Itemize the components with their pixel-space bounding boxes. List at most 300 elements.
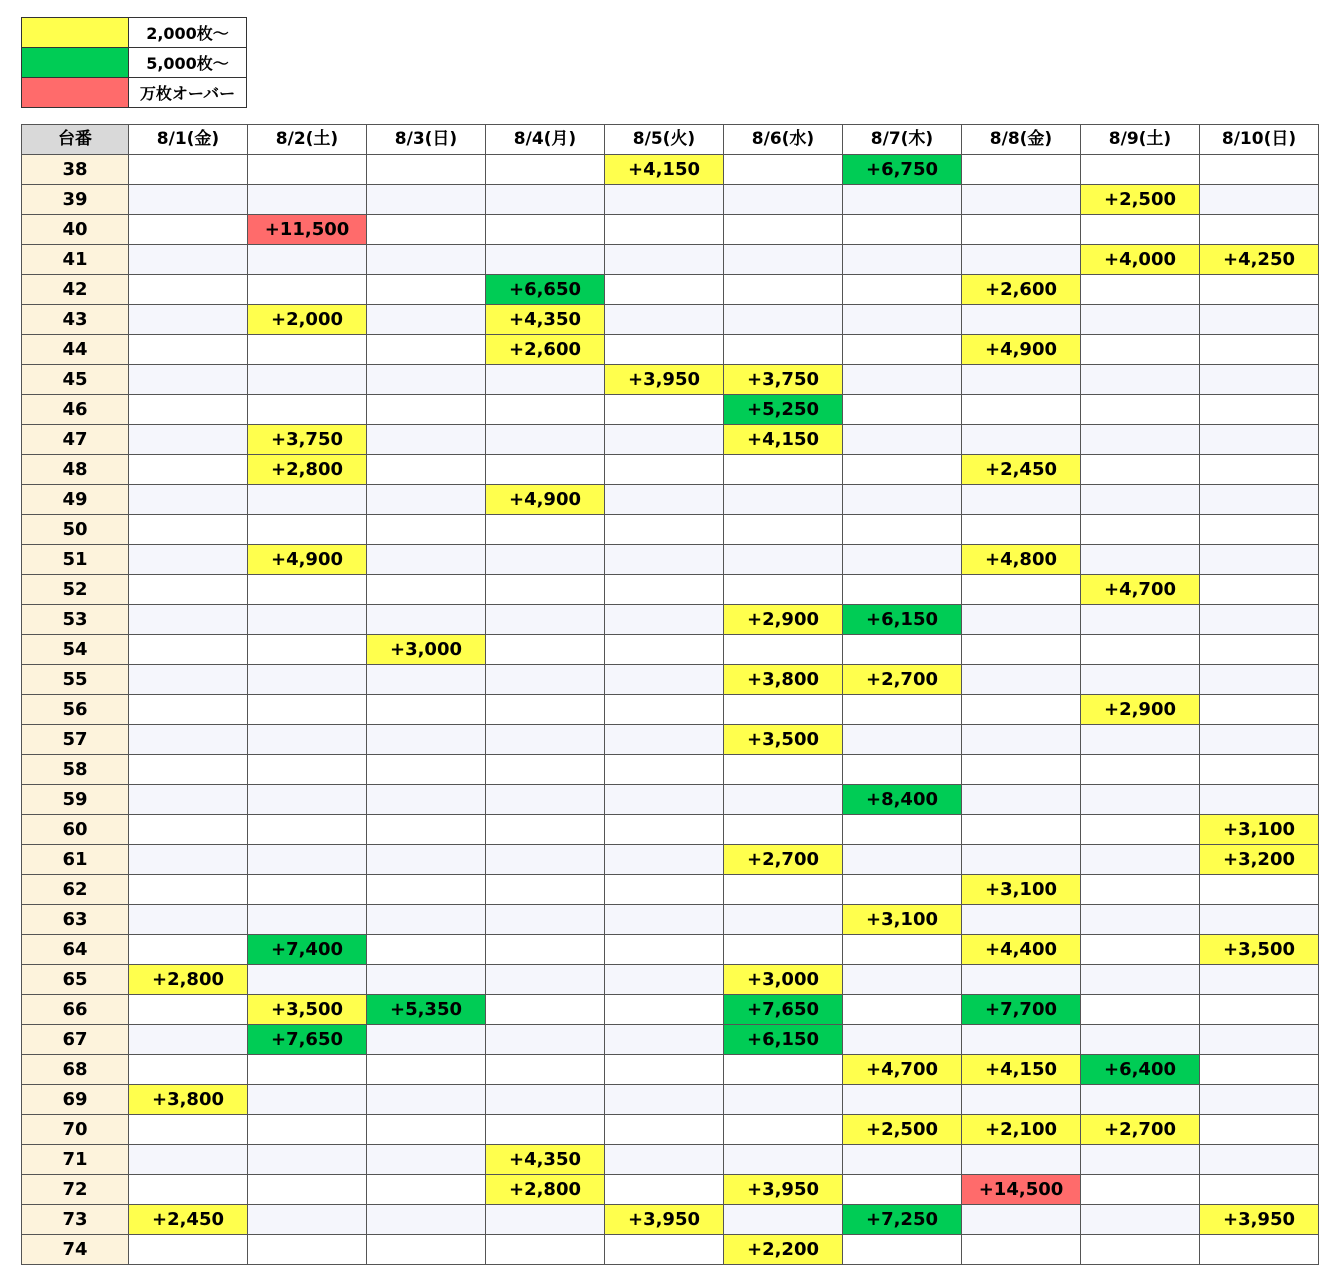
payout-cell	[843, 1085, 962, 1115]
payout-cell	[486, 575, 605, 605]
machine-number: 58	[22, 755, 129, 785]
table-row	[22, 695, 1319, 725]
payout-cell	[605, 815, 724, 845]
date-header: 8/3(日)	[367, 125, 486, 155]
payout-cell: +2,600	[962, 275, 1081, 305]
table-row	[22, 725, 1319, 755]
payout-cell: +4,150	[605, 155, 724, 185]
payout-cell	[843, 755, 962, 785]
payout-cell	[962, 575, 1081, 605]
payout-cell	[1200, 575, 1319, 605]
payout-cell	[1081, 965, 1200, 995]
payout-cell	[1200, 515, 1319, 545]
payout-cell	[843, 575, 962, 605]
payout-cell	[129, 575, 248, 605]
payout-cell	[129, 515, 248, 545]
payout-cell	[605, 875, 724, 905]
payout-cell: +2,900	[1081, 695, 1200, 725]
machine-number: 55	[22, 665, 129, 695]
payout-cell	[486, 1235, 605, 1265]
payout-cell	[843, 455, 962, 485]
table-row	[22, 1205, 1319, 1235]
payout-cell	[843, 995, 962, 1025]
payout-cell	[843, 185, 962, 215]
payout-cell	[843, 1175, 962, 1205]
payout-cell: +11,500	[248, 215, 367, 245]
payout-cell	[486, 785, 605, 815]
table-row	[22, 1235, 1319, 1265]
payout-cell	[129, 665, 248, 695]
payout-cell: +8,400	[843, 785, 962, 815]
payout-cell	[1081, 815, 1200, 845]
payout-cell	[962, 245, 1081, 275]
payout-cell	[724, 575, 843, 605]
table-row	[22, 1175, 1319, 1205]
payout-cell	[486, 155, 605, 185]
payout-cell	[724, 155, 843, 185]
table-row	[22, 635, 1319, 665]
machine-number: 42	[22, 275, 129, 305]
payout-cell: +3,500	[248, 995, 367, 1025]
legend-row	[22, 78, 247, 108]
payout-cell: +2,700	[1081, 1115, 1200, 1145]
payout-cell	[605, 425, 724, 455]
payout-cell	[248, 155, 367, 185]
machine-number: 43	[22, 305, 129, 335]
payout-cell	[1200, 635, 1319, 665]
table-row	[22, 605, 1319, 635]
payout-cell	[248, 245, 367, 275]
payout-cell	[962, 1145, 1081, 1175]
payout-cell: +2,200	[724, 1235, 843, 1265]
payout-cell	[367, 335, 486, 365]
payout-cell	[129, 755, 248, 785]
payout-cell	[843, 695, 962, 725]
payout-cell: +4,700	[1081, 575, 1200, 605]
table-row	[22, 365, 1319, 395]
payout-cell: +2,700	[724, 845, 843, 875]
table-row	[22, 965, 1319, 995]
payout-cell	[1081, 455, 1200, 485]
machine-number: 56	[22, 695, 129, 725]
payout-cell: +3,950	[724, 1175, 843, 1205]
payout-cell	[486, 365, 605, 395]
payout-cell	[1081, 755, 1200, 785]
payout-cell	[367, 665, 486, 695]
payout-cell	[605, 245, 724, 275]
machine-number: 64	[22, 935, 129, 965]
payout-cell	[605, 575, 724, 605]
table-row	[22, 755, 1319, 785]
payout-cell	[1081, 305, 1200, 335]
table-row	[22, 215, 1319, 245]
date-header: 8/4(月)	[486, 125, 605, 155]
payout-cell: +2,800	[486, 1175, 605, 1205]
payout-cell	[367, 605, 486, 635]
machine-number-header: 台番	[22, 125, 129, 155]
payout-cell	[129, 875, 248, 905]
payout-cell: +2,100	[962, 1115, 1081, 1145]
payout-cell	[367, 515, 486, 545]
payout-cell	[129, 1055, 248, 1085]
payout-cell	[1200, 785, 1319, 815]
table-row	[22, 845, 1319, 875]
payout-cell	[367, 725, 486, 755]
payout-cell	[248, 665, 367, 695]
payout-cell	[605, 515, 724, 545]
table-row	[22, 995, 1319, 1025]
payout-cell	[248, 1115, 367, 1145]
payout-cell	[962, 815, 1081, 845]
payout-cell	[962, 845, 1081, 875]
payout-cell: +4,900	[248, 545, 367, 575]
payout-cell	[605, 845, 724, 875]
payout-cell	[1081, 905, 1200, 935]
payout-cell	[367, 1205, 486, 1235]
payout-cell	[843, 395, 962, 425]
payout-cell	[486, 995, 605, 1025]
legend	[21, 17, 247, 108]
payout-cell	[843, 1235, 962, 1265]
payout-cell	[843, 275, 962, 305]
payout-cell	[367, 755, 486, 785]
table-row	[22, 815, 1319, 845]
payout-cell	[367, 1235, 486, 1265]
payout-cell	[129, 1235, 248, 1265]
payout-cell	[1200, 395, 1319, 425]
payout-cell	[129, 815, 248, 845]
payout-cell	[605, 725, 724, 755]
table-row	[22, 185, 1319, 215]
payout-cell	[724, 935, 843, 965]
payout-cell	[129, 995, 248, 1025]
date-header: 8/9(土)	[1081, 125, 1200, 155]
payout-cell	[843, 845, 962, 875]
payout-cell	[367, 1025, 486, 1055]
payout-cell	[248, 485, 367, 515]
payout-cell	[248, 605, 367, 635]
payout-cell	[486, 1115, 605, 1145]
payout-cell	[1200, 755, 1319, 785]
payout-cell	[605, 395, 724, 425]
payout-cell	[1200, 185, 1319, 215]
table-row	[22, 665, 1319, 695]
payout-cell	[843, 515, 962, 545]
payout-cell	[248, 755, 367, 785]
payout-cell	[1200, 335, 1319, 365]
date-header: 8/2(土)	[248, 125, 367, 155]
payout-cell	[1081, 605, 1200, 635]
payout-cell	[367, 455, 486, 485]
payout-cell	[248, 395, 367, 425]
machine-number: 51	[22, 545, 129, 575]
machine-number: 67	[22, 1025, 129, 1055]
payout-cell: +7,250	[843, 1205, 962, 1235]
payout-cell	[1200, 1055, 1319, 1085]
payout-cell	[1081, 725, 1200, 755]
payout-cell	[367, 485, 486, 515]
payout-cell	[605, 275, 724, 305]
payout-cell	[1200, 305, 1319, 335]
payout-cell	[1081, 335, 1200, 365]
payout-cell	[843, 215, 962, 245]
payout-cell: +2,500	[843, 1115, 962, 1145]
machine-number: 69	[22, 1085, 129, 1115]
payout-cell	[486, 845, 605, 875]
payout-cell: +6,650	[486, 275, 605, 305]
payout-cell: +3,500	[1200, 935, 1319, 965]
table-row	[22, 1145, 1319, 1175]
payout-cell	[367, 965, 486, 995]
date-header: 8/7(木)	[843, 125, 962, 155]
payout-cell	[724, 875, 843, 905]
payout-cell	[1200, 215, 1319, 245]
payout-cell	[248, 365, 367, 395]
machine-number: 45	[22, 365, 129, 395]
payout-cell	[724, 755, 843, 785]
payout-cell	[367, 395, 486, 425]
payout-cell	[1081, 635, 1200, 665]
payout-cell	[486, 1055, 605, 1085]
table-row	[22, 155, 1319, 185]
payout-cell	[724, 335, 843, 365]
payout-cell	[843, 635, 962, 665]
payout-cell	[843, 815, 962, 845]
payout-cell	[1081, 1175, 1200, 1205]
table-row	[22, 305, 1319, 335]
payout-cell	[486, 1025, 605, 1055]
payout-cell: +2,800	[248, 455, 367, 485]
payout-cell	[1081, 545, 1200, 575]
payout-cell: +3,200	[1200, 845, 1319, 875]
payout-cell: +7,650	[248, 1025, 367, 1055]
payout-cell: +2,450	[962, 455, 1081, 485]
legend-row	[22, 48, 247, 78]
payout-cell	[129, 275, 248, 305]
table-row	[22, 1025, 1319, 1055]
payout-cell	[605, 905, 724, 935]
payout-cell	[129, 785, 248, 815]
payout-cell: +2,450	[129, 1205, 248, 1235]
payout-cell	[367, 185, 486, 215]
payout-cell	[962, 365, 1081, 395]
payout-cell	[367, 1085, 486, 1115]
payout-cell	[1200, 545, 1319, 575]
payout-cell	[129, 695, 248, 725]
payout-cell	[962, 395, 1081, 425]
payout-cell	[962, 755, 1081, 785]
payout-cell	[1200, 605, 1319, 635]
payout-cell	[129, 1115, 248, 1145]
payout-cell	[724, 245, 843, 275]
payout-cell	[248, 515, 367, 545]
payout-cell	[1200, 1175, 1319, 1205]
payout-cell	[1081, 275, 1200, 305]
payout-cell	[248, 575, 367, 605]
table-row	[22, 1085, 1319, 1115]
payout-cell	[367, 1145, 486, 1175]
payout-cell	[843, 965, 962, 995]
payout-cell: +2,500	[1081, 185, 1200, 215]
payout-cell: +4,350	[486, 305, 605, 335]
payout-cell: +4,700	[843, 1055, 962, 1085]
payout-cell	[962, 425, 1081, 455]
payout-cell	[367, 905, 486, 935]
payout-cell	[1200, 725, 1319, 755]
payout-cell	[129, 1145, 248, 1175]
payout-cell	[1081, 1085, 1200, 1115]
payout-cell	[129, 335, 248, 365]
table-row	[22, 395, 1319, 425]
payout-cell	[486, 1205, 605, 1235]
payout-cell	[1200, 1235, 1319, 1265]
payout-cell	[129, 845, 248, 875]
payout-cell	[605, 455, 724, 485]
payout-cell	[1081, 215, 1200, 245]
payout-cell	[1081, 845, 1200, 875]
payout-cell	[1081, 425, 1200, 455]
machine-number: 57	[22, 725, 129, 755]
payout-cell: +4,000	[1081, 245, 1200, 275]
payout-cell	[367, 845, 486, 875]
payout-cell	[486, 425, 605, 455]
payout-cell	[367, 155, 486, 185]
payout-cell	[486, 455, 605, 485]
payout-cell	[367, 575, 486, 605]
payout-cell	[129, 395, 248, 425]
payout-cell	[1200, 485, 1319, 515]
payout-cell	[843, 1145, 962, 1175]
machine-number: 65	[22, 965, 129, 995]
payout-cell	[605, 605, 724, 635]
payout-cell: +6,150	[724, 1025, 843, 1055]
payout-cell	[486, 665, 605, 695]
payout-cell	[486, 605, 605, 635]
payout-cell	[605, 215, 724, 245]
payout-cell: +6,400	[1081, 1055, 1200, 1085]
payout-cell	[1200, 275, 1319, 305]
payout-cell: +4,400	[962, 935, 1081, 965]
payout-cell: +4,150	[962, 1055, 1081, 1085]
table-row	[22, 245, 1319, 275]
machine-number: 66	[22, 995, 129, 1025]
payout-cell	[1081, 515, 1200, 545]
payout-cell	[962, 155, 1081, 185]
table-row	[22, 1055, 1319, 1085]
date-header: 8/1(金)	[129, 125, 248, 155]
payout-cell	[486, 395, 605, 425]
payout-cell	[248, 335, 367, 365]
header-row	[22, 125, 1319, 155]
payout-cell	[129, 1175, 248, 1205]
payout-cell: +4,900	[486, 485, 605, 515]
machine-number: 41	[22, 245, 129, 275]
payout-cell	[486, 635, 605, 665]
machine-number: 54	[22, 635, 129, 665]
payout-cell	[605, 485, 724, 515]
payout-cell	[962, 1235, 1081, 1265]
payout-cell	[843, 305, 962, 335]
payout-cell	[724, 185, 843, 215]
payout-cell	[1081, 485, 1200, 515]
payout-cell	[248, 1175, 367, 1205]
payout-cell: +5,250	[724, 395, 843, 425]
payout-cell	[367, 275, 486, 305]
payout-cell	[843, 545, 962, 575]
payout-cell	[248, 1145, 367, 1175]
machine-number: 60	[22, 815, 129, 845]
payout-cell	[843, 365, 962, 395]
payout-cell	[248, 845, 367, 875]
payout-cell: +4,900	[962, 335, 1081, 365]
payout-cell	[367, 695, 486, 725]
payout-cell	[486, 215, 605, 245]
payout-cell: +3,000	[724, 965, 843, 995]
payout-cell	[724, 1145, 843, 1175]
payout-cell	[129, 935, 248, 965]
payout-cell	[1081, 1025, 1200, 1055]
payout-cell	[605, 1055, 724, 1085]
payout-cell: +3,950	[605, 1205, 724, 1235]
payout-cell	[129, 455, 248, 485]
legend-swatch	[22, 48, 129, 78]
payout-cell	[248, 725, 367, 755]
legend-row	[22, 18, 247, 48]
payout-cell	[962, 1025, 1081, 1055]
payout-cell	[605, 755, 724, 785]
payout-cell: +3,500	[724, 725, 843, 755]
payout-cell	[1081, 935, 1200, 965]
payout-cell: +4,350	[486, 1145, 605, 1175]
date-header: 8/8(金)	[962, 125, 1081, 155]
machine-number: 68	[22, 1055, 129, 1085]
payout-cell: +3,100	[962, 875, 1081, 905]
payout-cell	[724, 275, 843, 305]
payout-cell	[486, 755, 605, 785]
payout-cell	[367, 425, 486, 455]
payout-cell	[605, 545, 724, 575]
payout-cell	[1200, 995, 1319, 1025]
payout-cell	[1200, 155, 1319, 185]
payout-cell	[605, 335, 724, 365]
payout-cell: +3,100	[1200, 815, 1319, 845]
payout-cell	[724, 215, 843, 245]
payout-cell	[129, 365, 248, 395]
machine-number: 53	[22, 605, 129, 635]
payout-cell	[1081, 155, 1200, 185]
payout-cell	[367, 365, 486, 395]
legend-label: 2,000枚～	[129, 18, 247, 48]
payout-cell	[962, 905, 1081, 935]
payout-cell: +4,800	[962, 545, 1081, 575]
date-header: 8/10(日)	[1200, 125, 1319, 155]
machine-number: 52	[22, 575, 129, 605]
payout-cell	[1081, 995, 1200, 1025]
payout-cell	[486, 1085, 605, 1115]
payout-cell	[1081, 665, 1200, 695]
machine-number: 73	[22, 1205, 129, 1235]
payout-cell	[1081, 875, 1200, 905]
payout-cell: +2,800	[129, 965, 248, 995]
payout-cell	[1081, 1205, 1200, 1235]
payout-cell	[248, 905, 367, 935]
payout-cell	[367, 245, 486, 275]
payout-cell	[129, 425, 248, 455]
payout-cell	[605, 995, 724, 1025]
payout-cell	[962, 305, 1081, 335]
payout-cell: +4,150	[724, 425, 843, 455]
payout-cell	[724, 695, 843, 725]
